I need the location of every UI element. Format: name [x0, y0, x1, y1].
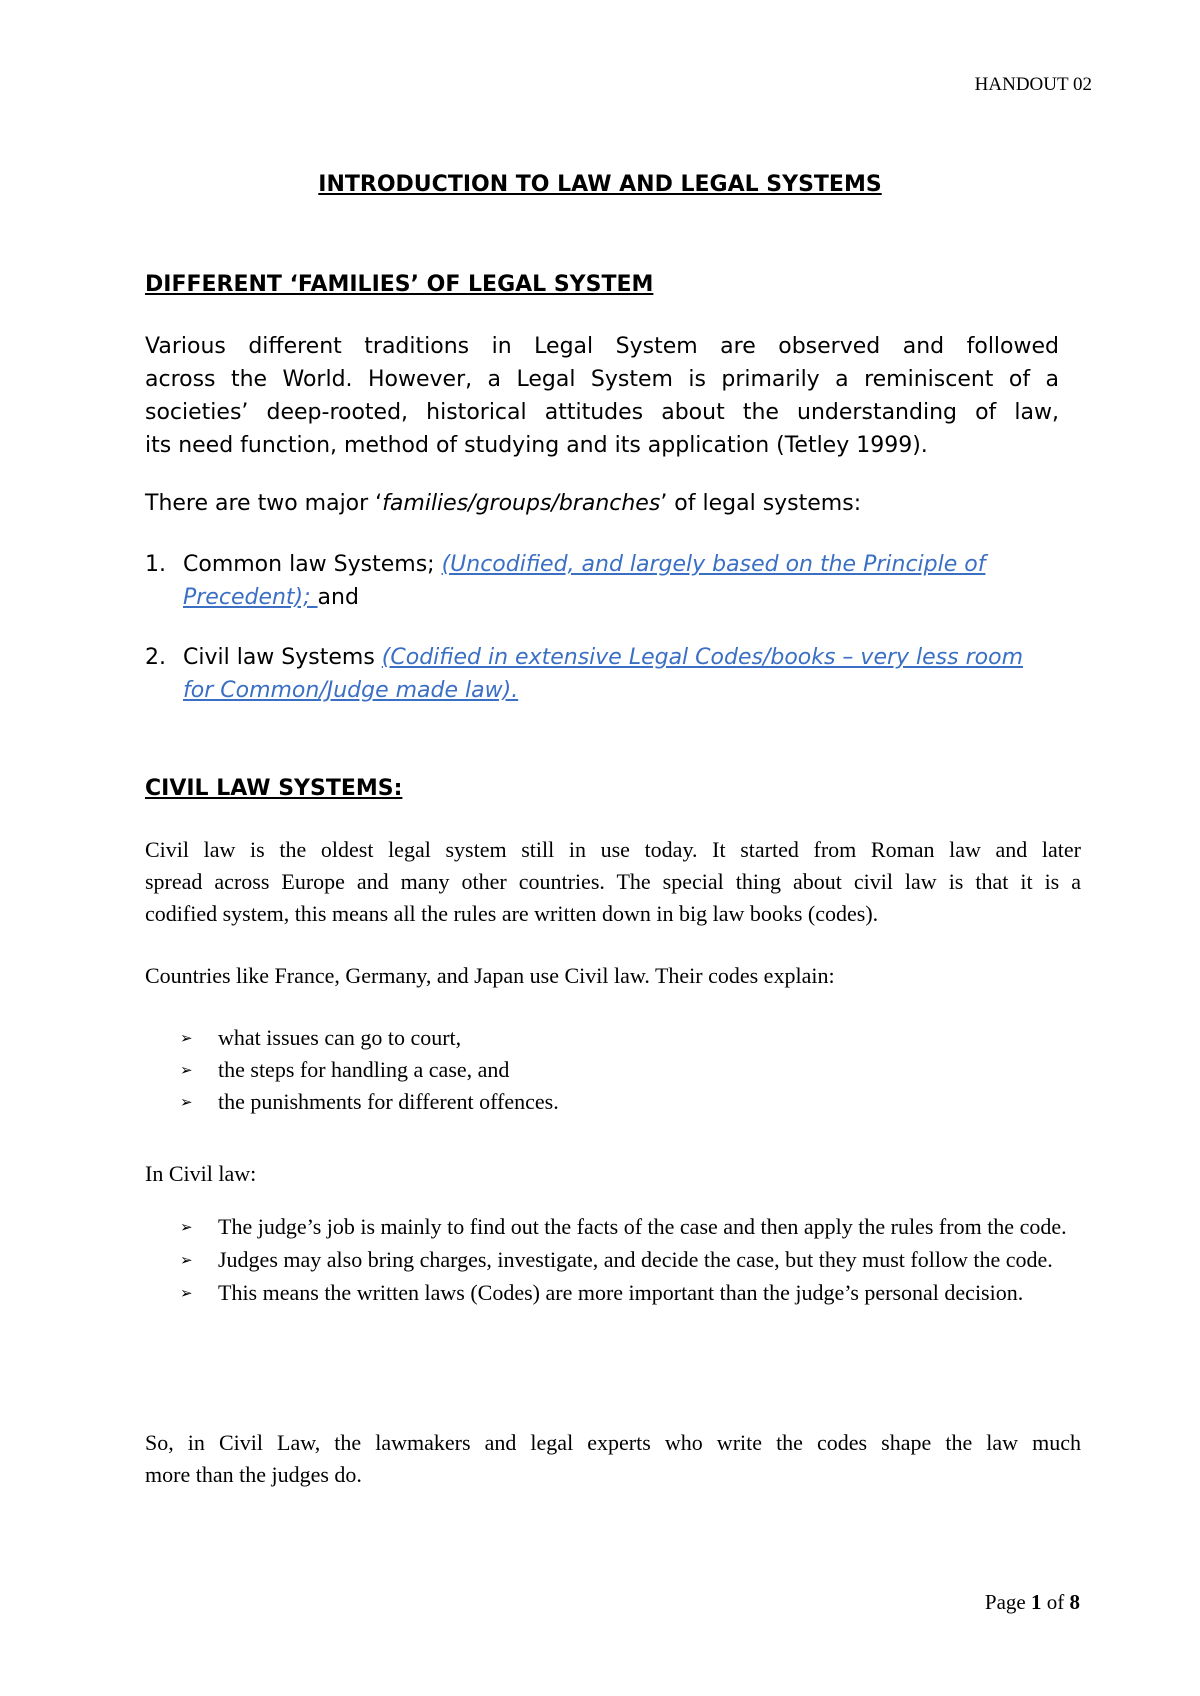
list-item-text: the steps for handling a case, and — [218, 1057, 510, 1082]
families-prefix: There are two major ‘ — [145, 491, 383, 516]
codes-explain-list — [145, 1022, 1081, 1118]
intro-line: across the World. However, a Legal System is primarily a reminiscent of a — [145, 367, 1059, 392]
list-item — [145, 1022, 1081, 1054]
item-text: Common law Systems; — [183, 552, 442, 577]
arrowhead-bullet-icon: ➢ — [180, 1029, 193, 1047]
item-tail: and — [317, 585, 359, 610]
paragraph-line: more than the judges do. — [145, 1462, 362, 1487]
arrowhead-bullet-icon: ➢ — [180, 1061, 193, 1079]
arrowhead-bullet-icon: ➢ — [180, 1251, 193, 1269]
current-page-number: 1 — [1031, 1590, 1042, 1614]
list-item — [145, 1054, 1081, 1086]
item-number: 2. — [145, 645, 166, 670]
numbered-item-common-law — [145, 548, 1059, 614]
page-word: Page — [984, 1590, 1026, 1614]
item-number: 1. — [145, 552, 166, 577]
section-heading-civil-law: CIVIL LAW SYSTEMS: — [145, 776, 403, 801]
intro-line: Various different traditions in Legal System are observed and followed — [145, 334, 1059, 359]
total-page-count: 8 — [1069, 1590, 1080, 1614]
of-word: of — [1046, 1590, 1065, 1614]
list-item — [145, 1244, 1081, 1276]
list-item-text: Judges may also bring charges, investigate, and decide the case, but they must follow the code. — [218, 1247, 1053, 1272]
civil-law-paragraph-1 — [145, 834, 1081, 930]
civil-law-note-link[interactable]: (Codified in extensive Legal Codes/books – very less room for Common/Judge made law). — [183, 645, 1023, 703]
document-title: INTRODUCTION TO LAW AND LEGAL SYSTEMS — [318, 172, 882, 197]
conclusion-paragraph — [145, 1427, 1081, 1491]
list-item-text: This means the written laws (Codes) are more important than the judge’s personal decision. — [218, 1280, 1024, 1305]
common-law-note-link[interactable]: (Uncodified, and largely based on the Principle of Precedent); — [183, 552, 986, 610]
section-heading-families: DIFFERENT ‘FAMILIES’ OF LEGAL SYSTEM — [145, 272, 654, 297]
list-item-text: the punishments for different offences. — [218, 1089, 559, 1114]
families-sentence — [145, 491, 861, 516]
families-italic: families/groups/branches — [382, 491, 661, 516]
intro-line: societies’ deep-rooted, historical attitudes about the understanding of law, — [145, 400, 1059, 425]
intro-line: its need function, method of studying and its application (Tetley 1999). — [145, 433, 928, 458]
item-text: Civil law Systems — [183, 645, 382, 670]
list-item — [145, 1277, 1081, 1309]
countries-paragraph: Countries like France, Germany, and Japan use Civil law. Their codes explain: — [145, 963, 835, 988]
paragraph-line: Civil law is the oldest legal system still in use today. It started from Roman law and later — [145, 837, 1081, 862]
list-item-text: what issues can go to court, — [218, 1025, 462, 1050]
list-item-text: The judge’s job is mainly to find out the facts of the case and then apply the rules from the code. — [218, 1214, 1067, 1239]
paragraph-line: spread across Europe and many other countries. The special thing about civil law is that it is a — [145, 869, 1081, 894]
arrowhead-bullet-icon: ➢ — [180, 1093, 193, 1111]
page-number-footer — [985, 1590, 1080, 1615]
arrowhead-bullet-icon: ➢ — [180, 1284, 193, 1302]
arrowhead-bullet-icon: ➢ — [180, 1218, 193, 1236]
numbered-item-civil-law — [145, 641, 1059, 707]
list-item — [145, 1086, 1081, 1118]
families-suffix: ’ of legal systems: — [660, 491, 862, 516]
list-item — [145, 1211, 1081, 1243]
paragraph-line: codified system, this means all the rules are written down in big law books (codes). — [145, 901, 879, 926]
handout-label: HANDOUT 02 — [974, 74, 1092, 95]
paragraph-line: So, in Civil Law, the lawmakers and legal experts who write the codes shape the law much — [145, 1430, 1081, 1455]
in-civil-law-label: In Civil law: — [145, 1161, 257, 1186]
intro-paragraph — [145, 330, 1059, 462]
civil-law-judges-list — [145, 1211, 1081, 1310]
